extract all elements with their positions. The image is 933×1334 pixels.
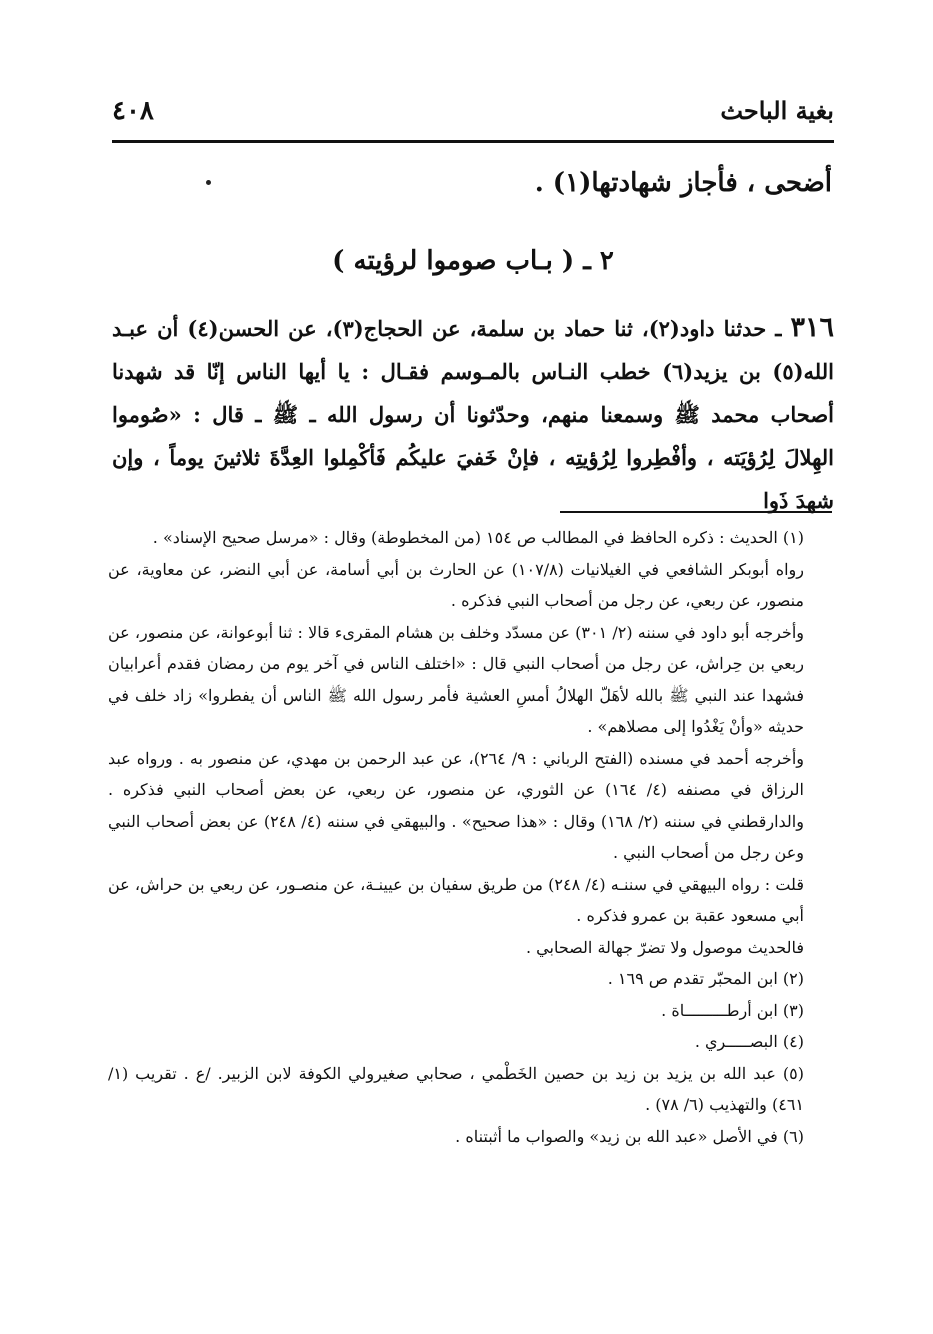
hadith-number: ٣١٦	[790, 312, 835, 343]
footnote-2: (٢) ابن المحبّر تقدم ص ١٦٩ .	[607, 969, 804, 988]
page-number: ٤٠٨	[112, 96, 154, 126]
page-header	[112, 96, 834, 136]
footnote-1-source-3: وأخرجه أحمد في مسنده (الفتح الرباني : ٩/ ٢٦٤)، عن عبد الرحمن بن مهدي، عن منصور به . ورواه عبد الرزاق في مصنفه (٤/ ١٦٤) عن الثوري، عن منصور، عن ربعي، عن بعض أصحاب النبي فذكره . والدارقطني في سننه (٢/ ١٦٨) وقال : «هذا صحيح» . والبيهقي في سننه (٤/ ٢٤٨) عن بعض أصحاب النبي وعن رجل من أصحاب النبي .	[108, 748, 804, 862]
running-title: بغية الباحث	[720, 96, 834, 125]
footnote-1-source-1: رواه أبوبكر الشافعي في الغيلانيات (١٠٧/٨) عن الحارث بن أبي أسامة، عن أبي النضر، عن معاوية، عن منصور، عن ربعي، عن رجل من أصحاب النبي فذكره .	[108, 559, 804, 610]
chapter-title: ٢ ـ ( بـاب صوموا لرؤيته )	[332, 246, 614, 276]
hadith-paragraph	[112, 306, 834, 522]
footnote-1: (١) الحديث : ذكره الحافظ في المطالب ص ١٥٤ (من المخطوطة) وقال : «مرسل صحيح الإسناد» .	[152, 528, 804, 547]
footnote-4: (٤) البصـــــري .	[694, 1032, 804, 1051]
footnote-1-comment: قلت : رواه البيهقي في سننـه (٤/ ٢٤٨) من طريق سفيان بن عيينـة، عن منصـور، عن ربعي بن حراش، عن أبي مسعود عقبة بن عمرو فذكره .	[108, 874, 804, 925]
carry-over-text: أضحى ، فأجاز شهادتها(١) .	[534, 168, 832, 198]
footnote-3: (٣) ابن أرطـــــــــاة .	[661, 1000, 804, 1020]
ink-dot	[206, 180, 211, 185]
hadith-text: ـ حدثنا داود(٢)، ثنا حماد بن سلمة، عن الحجاج(٣)، عن الحسن(٤) أن عبـد الله(٥) بن يزيد(٦) خطب النـاس بالمـوسم فقـال : يا أيها الناس إنّا قد شهدنا أصحاب محمد ﷺ وسمعنا منهم، وحدّثونا أن رسول الله ـ ﷺ ـ قال : «صُوموا الهِلالَ لِرُؤيَته ، وأفْطِروا لِرُؤيتِه ، فإنْ خَفيَ عليكُم فَأكْمِلوا العِدَّةَ ثلاثينَ يوماً ، وإن شهدَ ذَوا	[112, 316, 834, 513]
footnote-5: (٥) عبد الله بن يزيد بن زيد بن حصين الخَطْمي ، صحابي صغيرولي الكوفة لابن الزبير. /ع . تقريب (١/ ٤٦١) والتهذيب (٦/ ٧٨) .	[108, 1063, 805, 1114]
footnote-separator	[560, 511, 832, 513]
footnote-1-conclusion: فالحديث موصول ولا تضرّ جهالة الصحابي .	[526, 937, 804, 957]
footnote-6: (٦) في الأصل «عبد الله بن زيد» والصواب ما أثبتناه .	[455, 1126, 804, 1146]
footnotes	[108, 522, 832, 1152]
footnote-1-source-2: وأخرجه أبو داود في سننه (٢/ ٣٠١) عن مسدّد وخلف بن هشام المقرىء قالا : ثنا أبوعوانة، عن منصور، عن ربعي بن حِراش، عن رجل من أصحاب النبي قال : «اختلف الناس في آخر يوم من رمضان فقدم أعرابيان فشهدا عند النبي ﷺ بالله لأهَلّ الهلالُ أمسِ العشية فأمر رسول الله ﷺ الناس أن يفطروا» زاد خلف في حديثه «وأنْ يَغْدُوا إلى مصلاهم» .	[108, 622, 804, 736]
header-rule	[112, 140, 834, 143]
